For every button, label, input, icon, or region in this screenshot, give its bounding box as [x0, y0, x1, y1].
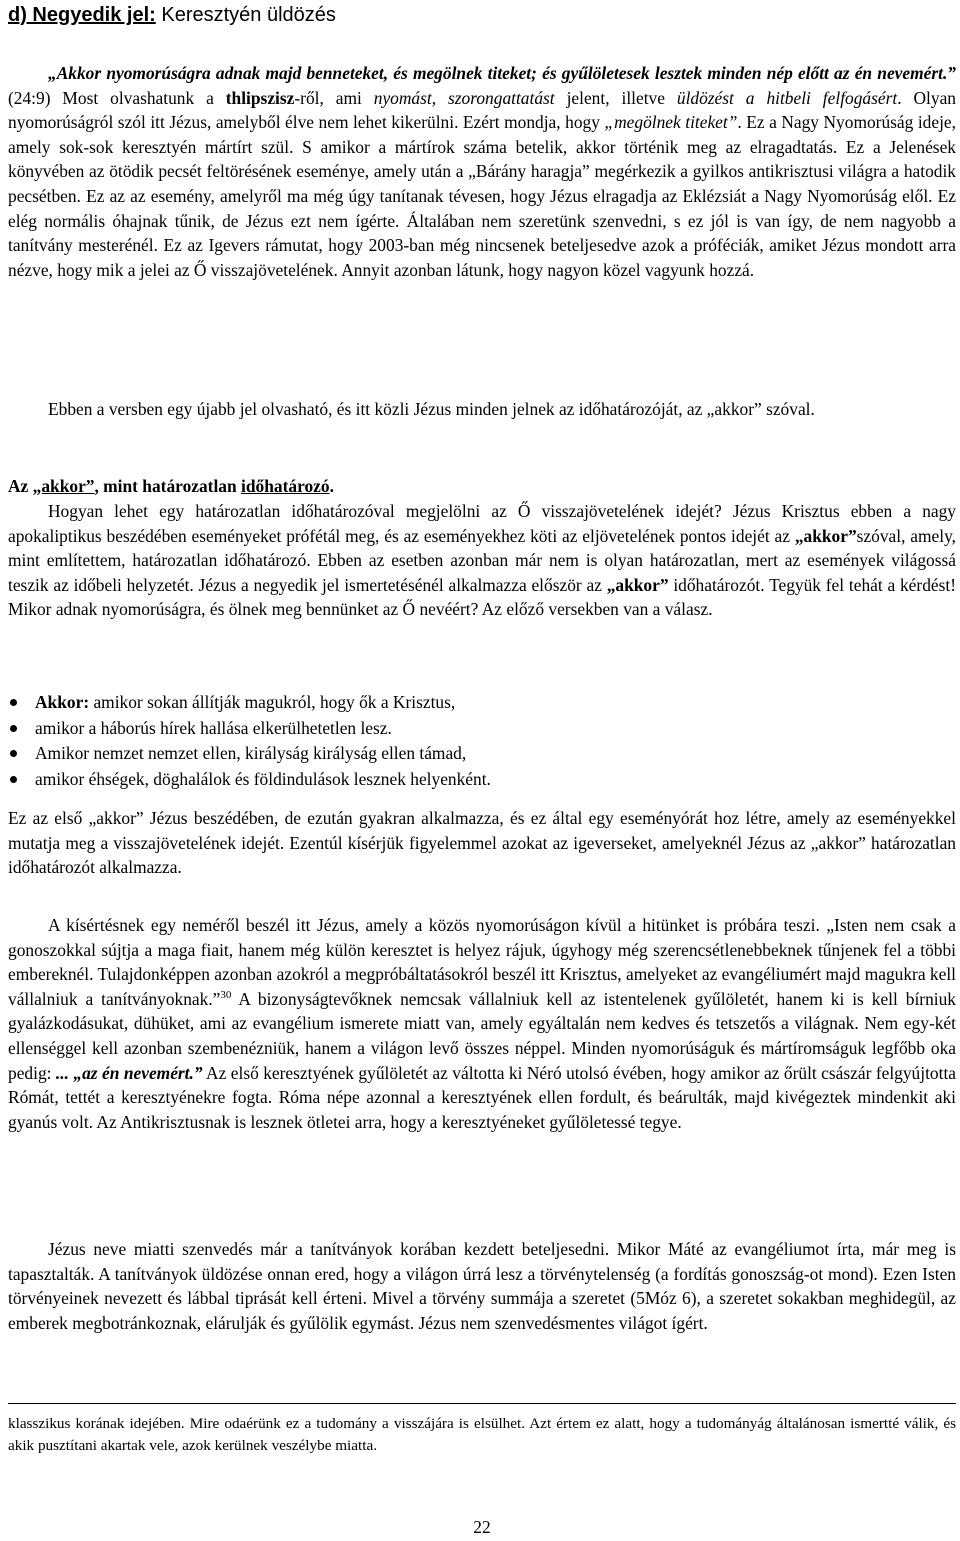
list-item: amikor a háborús hírek hallása elkerülhetetlen lesz. — [8, 716, 956, 742]
paragraph-5: A kísértésnek egy neméről beszél itt Jézus, amely a közös nyomorúságon kívül a hitünket is próbára teszi. „Isten nem csak a gonoszokkal sújtja a maga fiait, hanem még külön keresztet is helyez rájuk, úgyhogy még szerencsétlenebbeknek tűnjenek fel a többi embereknél. Tulajdonképpen azonban azokról a megpróbáltatásokról beszél itt Krisztus, amelyeket az evangéliumért majd magukra kell vállalniuk a tanítványoknak.”$^{30}$ A bizonyságtevőknek nemcsak vállalniuk kell az istentelenek gyűlöletét, hanem ki is kell bírniuk gyalázkodásukat, dühüket, ami az evangélium ismerete miatt van, amely egyáltalán nem kedves és tetszetős a világnak. Nem egy-két ellenséggel kell azonban szembenézniük, hanem a világon levő összes néppel. Minden nyomorúságuk és mártíromságuk legfőbb oka pedig: ... „az én nevemért.” Az első keresztyének gyűlöletét az váltotta ki Néró utolsó évében, hogy amikor az őrült császár felgyújtotta Rómát, tettét a keresztyénekre fogta. Róma népe azonnal a keresztyének ellen fordult, és beárulták, majd kivégeztek mindenkit aki gyanús volt. Az Antikrisztusnak is lesznek ötletei arra, hogy a keresztyéneket gyűlöletessé tegye. — [8, 915, 956, 1132]
section-heading-title: Keresztyén üldözés — [155, 4, 336, 26]
list-item: Amikor nemzet nemzet ellen, királyság királyság ellen támad, — [8, 741, 956, 767]
section-heading — [8, 2, 336, 28]
footnote-ref: 30 — [220, 988, 232, 1001]
page-number: 22 — [473, 1517, 491, 1537]
greek-term: thlipszisz — [225, 87, 295, 108]
list-item: amikor éhségek, döghalálok és földindulások lesznek helyenként. — [8, 767, 956, 793]
paragraph-3: Hogyan lehet egy határozatlan időhatározóval megjelölni az Ő visszajövetelének idejét? Jézus Krisztus ebben a nagy apokaliptikus beszédében eseményeket prófétál meg, és az eseményekhez köti az eljövetelének pontos idejét az „akkor”szóval, amely, mint említettem, határozatlan időhatározó. Ebben az esetben azonban már nem is olyan határozatlan, mert az események világossá teszik az időbeli helyzetét. Jézus a negyedik jel ismertetésénél alkalmazza először az „akkor” időhatározót. Tegyük fel tehát a kérdést! Mikor adnak nyomorúságra, és ölnek meg bennünket az Ő nevéért? Az előző versekben van a válasz. — [8, 501, 956, 620]
list-item: Akkor: amikor sokan állítják magukról, hogy ők a Krisztus, — [8, 690, 956, 716]
bible-quote: „Akkor nyomorúságra adnak majd benneteket, és megölnek titeket; és gyűlöletesek lesztek minden nép előtt az én nevemért.” — [48, 63, 956, 83]
paragraph-2: Ebben a versben egy újabb jel olvasható, és itt közli Jézus minden jelnek az időhatározóját, az „akkor” szóval. — [48, 399, 815, 419]
footnote-text: klasszikus korának idejében. Mire odaérünk ez a tudomány a visszájára is elsülhet. Azt értem ez alatt, hogy a tudományág általánosan ismertté válik, és akik pusztítani akartak vele, azok kerülnek veszélybe miatta. — [8, 1415, 956, 1454]
footnote-divider — [8, 1403, 956, 1404]
paragraph-1: „Akkor nyomorúságra adnak majd benneteket, és megölnek titeket; és gyűlöletesek lesztek minden nép előtt az én nevemért.” (24:9) Most olvashatunk a thlipszisz-ről, ami nyomást, szorongattatást jelent, illetve üldözést a hitbeli felfogásért. Olyan nyomorúságról szól itt Jézus, amelyből élve nem lehet kikerülni. Ezért mondja, hogy „megölnek titeket”. Ez a Nagy Nyomorúság ideje, amely sok-sok keresztyén mártírt szül. S amikor a mártírok száma betelik, akkor történik meg az elragadtatás. Ez a Jelenések könyvében az ötödik pecsét feltörésének eseménye, amely után a „Bárány haragja” megérkezik a gyilkos antikrisztusi világra a hatodik pecsétben. Ez az az esemény, amelyről ma még úgy tanítanak tévesen, hogy Jézus elragadja az Eklézsiát a Nagy Nyomorúság elől. Ez elég normális óhajnak tűnik, de Jézus ezt nem ígérte. Általában nem szeretünk szenvedni, s ez jól is van így, de nem nagyobb a tanítvány mesterénél. Ez az Igevers rámutat, hogy 2003-ban még nincsenek beteljesedve azok a próféciák, amiket Jézus mondott arra nézve, hogy mik a jelei az Ő visszajövetelének. Annyit azonban látunk, hogy nagyon közel vagyunk hozzá. — [8, 63, 956, 280]
section-heading-label: d) Negyedik jel: — [8, 4, 156, 26]
paragraph-6: Jézus neve miatti szenvedés már a tanítványok korában kezdett beteljesedni. Mikor Máté az evangéliumot írta, már meg is tapasztalták. A tanítványok üldözése onnan ered, hogy a világon úrrá lesz a törvénytelenség (a fordítás gonoszság-ot mond). Ezen Isten törvényeinek nevezett és lábbal tiprását kell érteni. Mivel a törvény summája a szeretet (5Móz 6), a szeretet sokakban meghidegül, az emberek megbotránkoznak, elárulják és gyűlölik egymást. Jézus nem szenvedésmentes világot ígért. — [8, 1239, 956, 1333]
bullet-list — [8, 690, 956, 792]
paragraph-4: Ez az első „akkor” Jézus beszédében, de ezután gyakran alkalmazza, és ez által egy eseményórát hoz létre, amely az eseményekkel mutatja meg a visszajövetelének idejét. Ezentúl kísérjük figyelemmel azokat az igeverseket, amelyeknél Jézus az „akkor” határozatlan időhatározót alkalmazza. — [8, 808, 956, 878]
subheading: Az „akkor”, mint határozatlan időhatározó. — [8, 476, 334, 496]
